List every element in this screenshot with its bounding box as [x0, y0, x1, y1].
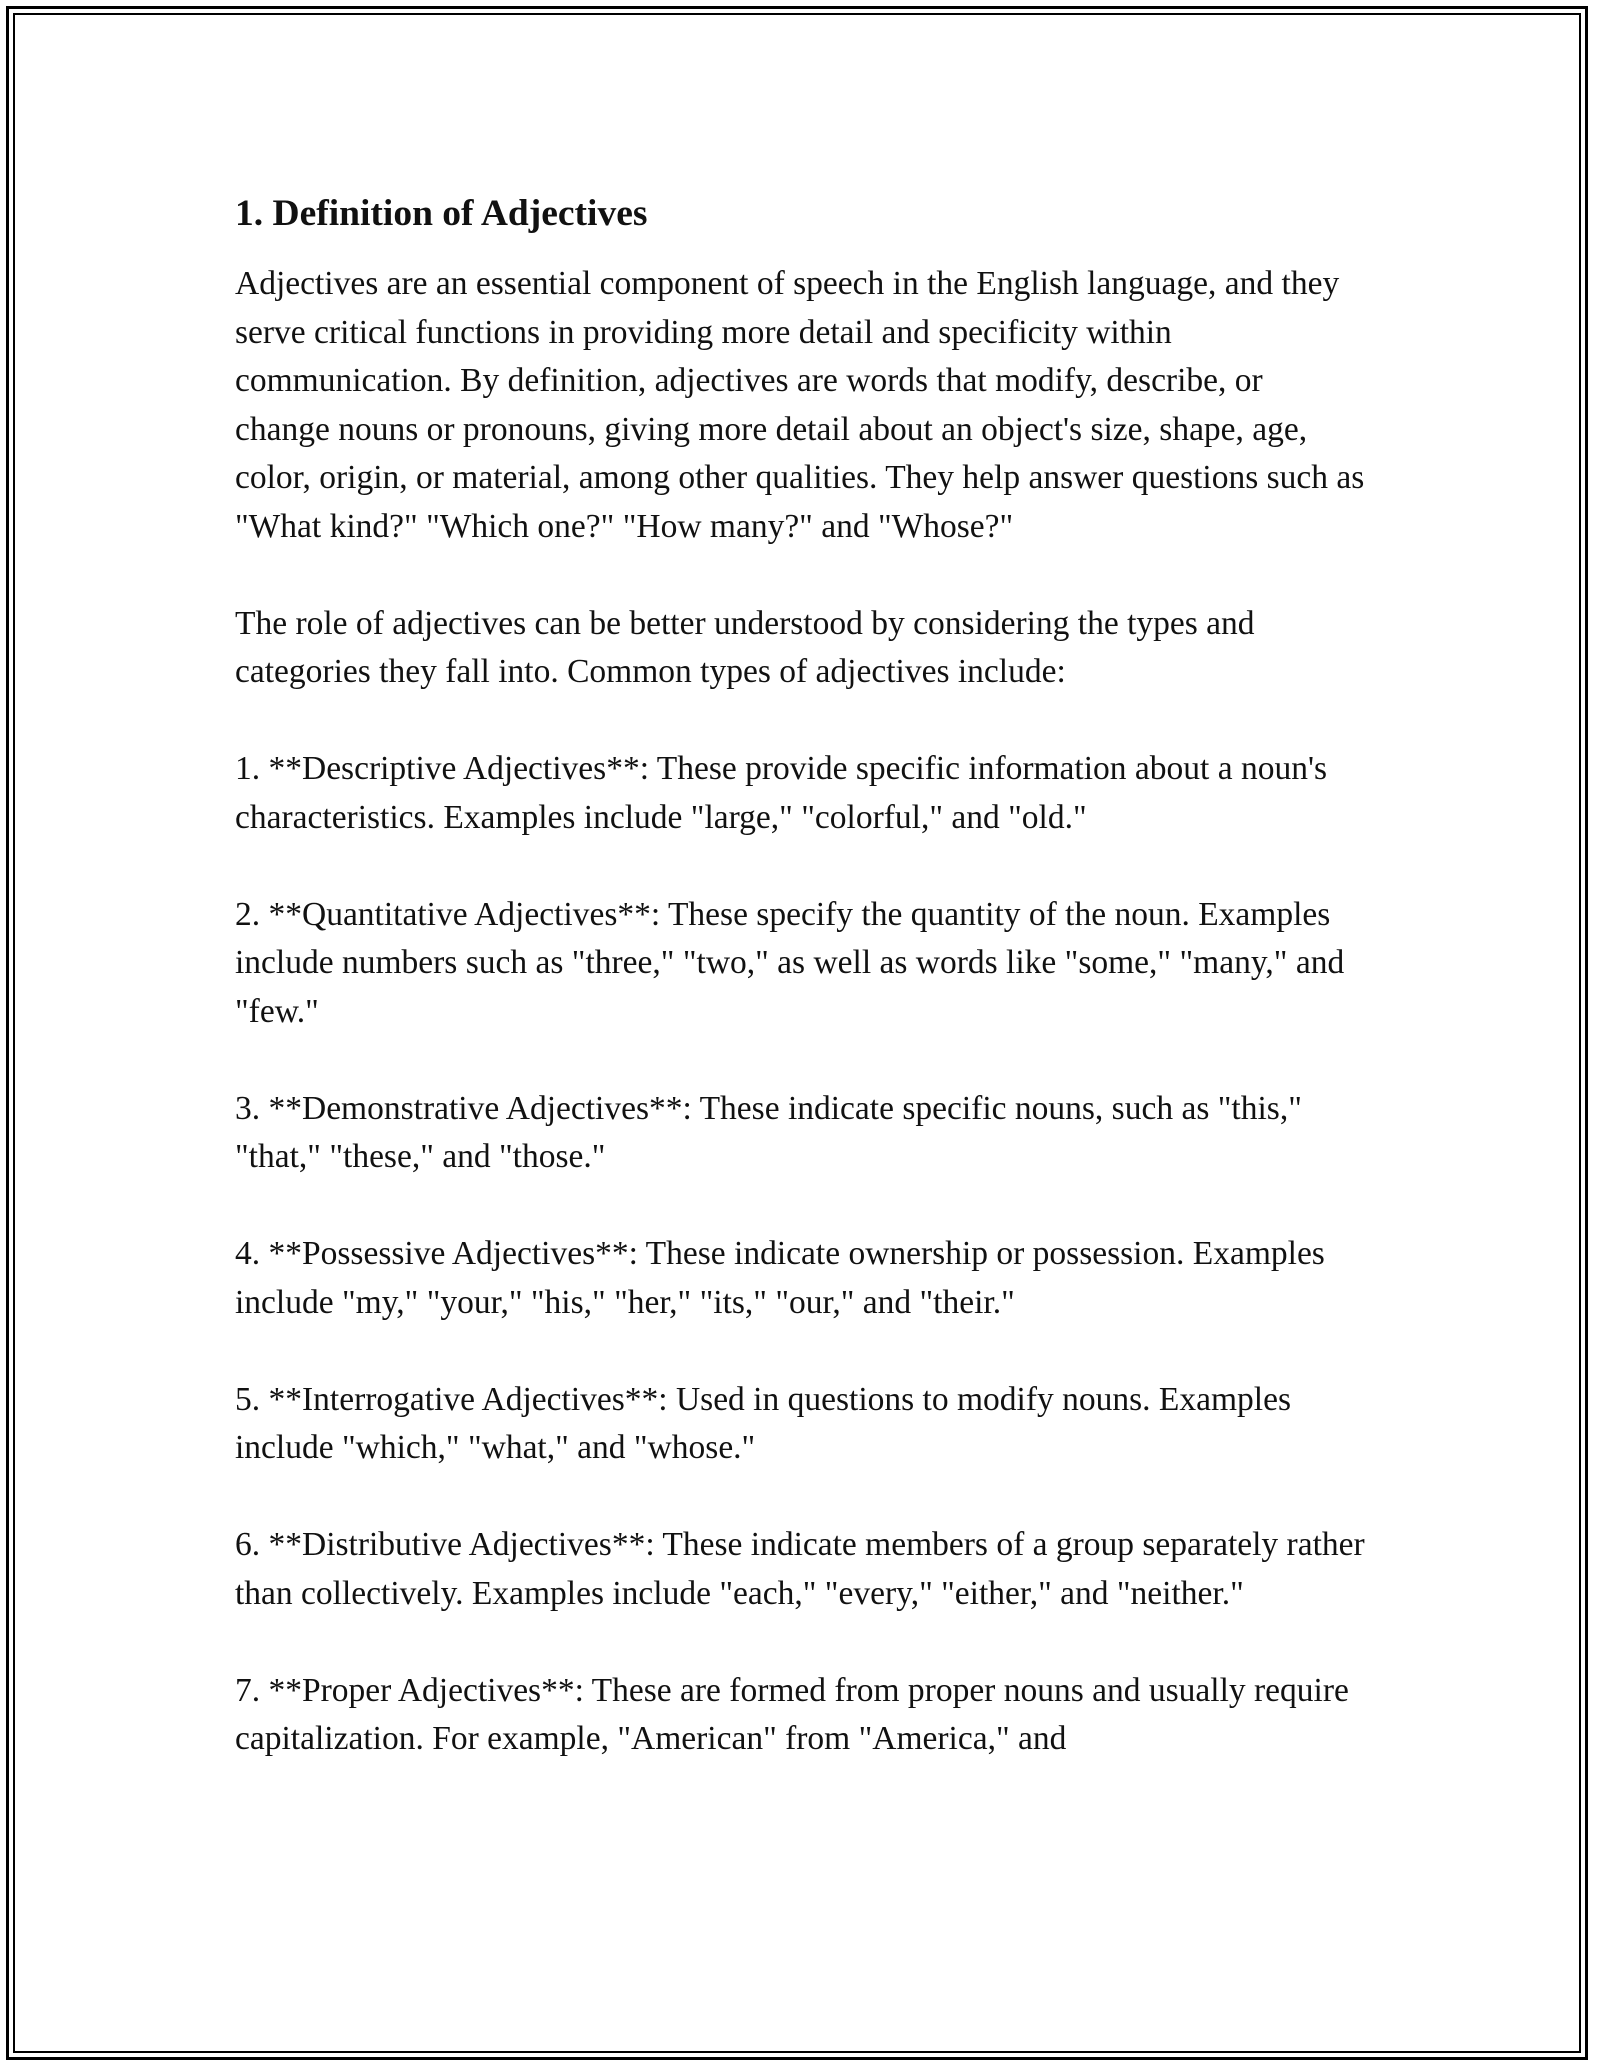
adjective-type-interrogative: 5. **Interrogative Adjectives**: Used in questions to modify nouns. Examples include "which," "what," and "whose.": [235, 1380, 1292, 1466]
document-body: [235, 188, 1365, 1812]
adjective-type-demonstrative: 3. **Demonstrative Adjectives**: These indicate specific nouns, such as "this," "that," "these," and "those.": [235, 1089, 1302, 1175]
adjective-type-distributive: 6. **Distributive Adjectives**: These indicate members of a group separately rather than collectively. Examples include "each," "every," "either," and "neither.": [235, 1526, 1365, 1612]
intro-paragraph: Adjectives are an essential component of speech in the English language, and they serve critical functions in providing more detail and specificity within communication. By definition, adjectives are words that modify, describe, or change nouns or pronouns, giving more detail about an object's size, shape, age, color, origin, or material, among other qualities. They help answer questions such as "What kind?" "Which one?" "How many?" and "Whose?": [235, 265, 1365, 545]
adjective-type-proper: 7. **Proper Adjectives**: These are formed from proper nouns and usually require capitalization. For example, "American" from "America," and: [235, 1671, 1349, 1757]
adjective-type-descriptive: 1. **Descriptive Adjectives**: These provide specific information about a noun's characteristics. Examples include "large," "colorful," and "old.": [235, 750, 1328, 836]
adjective-type-possessive: 4. **Possessive Adjectives**: These indicate ownership or possession. Examples include "my," "your," "his," "her," "its," "our," and "their.": [235, 1235, 1325, 1321]
section-heading: 1. Definition of Adjectives: [235, 193, 648, 234]
types-intro-paragraph: The role of adjectives can be better understood by considering the types and categories they fall into. Common types of adjectives include:: [235, 604, 1255, 690]
adjective-type-quantitative: 2. **Quantitative Adjectives**: These specify the quantity of the noun. Examples include numbers such as "three," "two," as well as words like "some," "many," and "few.": [235, 895, 1345, 1030]
